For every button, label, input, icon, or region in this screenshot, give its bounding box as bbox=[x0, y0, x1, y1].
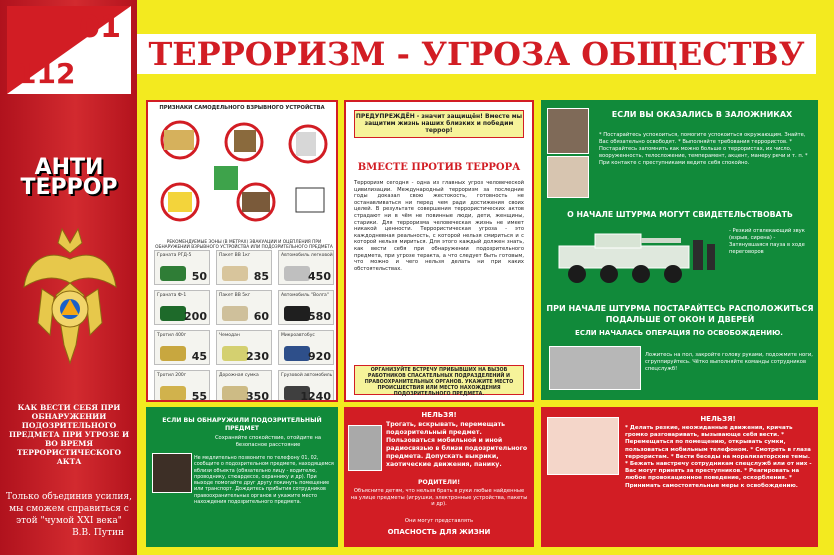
found-rules: Не медлительно позвоните по телефону 01, 02, сообщите о подозрительном предмете, находящемся вблизи объекта (обязательно лицу - водителю, проводнику, стюардессе, охраннику и др). При выходе помогайте друг другу покинуть помещение или транспорт. Дождитесь прибытия сотрудников правоохранительных органов и укажите место нахождения подозрительного предмета. bbox=[194, 455, 334, 506]
zone-cell bbox=[216, 290, 272, 325]
footer-small: Они могут представлять bbox=[404, 518, 474, 524]
warning-box bbox=[354, 110, 524, 138]
zone-label: Тротил 200г bbox=[157, 373, 187, 378]
emergency-badge bbox=[7, 6, 131, 94]
explosive-device-illustrations bbox=[156, 110, 332, 230]
footer-danger: ОПАСНОСТЬ ДЛЯ ЖИЗНИ bbox=[387, 528, 491, 536]
minibus-icon bbox=[284, 346, 310, 361]
zone-value: 920 bbox=[308, 350, 331, 363]
package-icon bbox=[222, 306, 248, 321]
zone-label: Пакет ВВ 1кг bbox=[219, 253, 251, 258]
zone-label: Грузовой автомобиль bbox=[281, 373, 333, 378]
forbidden-heading: НЕЛЬЗЯ! bbox=[421, 411, 457, 419]
zone-label: Пакет ВВ 5кг bbox=[219, 293, 251, 298]
faces-photo bbox=[547, 156, 589, 198]
zone-value: 580 bbox=[308, 310, 331, 323]
anti-terror-label bbox=[8, 155, 130, 200]
zone-value: 55 bbox=[191, 390, 207, 402]
grenade-icon bbox=[160, 266, 186, 281]
zone-value: 200 bbox=[184, 310, 207, 323]
zone-label: Граната Ф-1 bbox=[157, 293, 187, 298]
zone-value: 85 bbox=[253, 270, 269, 283]
found-heading: ЕСЛИ ВЫ ОБНАРУЖИЛИ ПОДОЗРИТЕЛЬНЫЙ ПРЕДМЕТ bbox=[162, 417, 322, 432]
zone-cell bbox=[278, 290, 334, 325]
zone-cell bbox=[154, 370, 210, 402]
page-title: ТЕРРОРИЗМ - УГРОЗА ОБЩЕСТВУ bbox=[148, 35, 805, 73]
zone-value: 45 bbox=[191, 350, 207, 363]
zone-label: Дорожная сумка bbox=[219, 373, 259, 378]
title-bar bbox=[137, 34, 816, 74]
grenade-icon bbox=[160, 306, 186, 321]
storm-signs: - Резкий отвлекающий звук (взрыв, сирена) - Затянувшаяся пауза в ходе переговоров bbox=[729, 228, 805, 255]
hostage-rules: * Постарайтесь успокоиться, помогите успокоиться окружающим. Знайте, Вас обязательно освободят. * Выполняйте требования террористов. * Постарайтесь запомнить как можно больше о террористах, их число, вооруженность, телосложение, темперамент, акцент, манеру речи и т. п. * При контакте с преступниками ведите себя спокойно. bbox=[599, 132, 808, 166]
car-icon bbox=[284, 266, 310, 281]
zone-value: 60 bbox=[253, 310, 269, 323]
zone-cell bbox=[154, 290, 210, 325]
zone-label: Чемодан bbox=[219, 333, 240, 338]
suitcase-icon bbox=[222, 346, 248, 361]
tnt-icon bbox=[160, 346, 186, 361]
zone-label: Тротил 400г bbox=[157, 333, 187, 338]
emercom-emblem-icon bbox=[20, 225, 120, 375]
zones-title: РЕКОМЕНДУЕМЫЕ ЗОНЫ (В МЕТРАХ) ЭВАКУАЦИИ И ОЦЕПЛЕНИЯ ПРИ ОБНАРУЖЕНИИ ВЗРЫВНОГО УСТРОЙСТВА ИЛИ ПОДОЗРИТЕЛЬНОГО ПРЕДМЕТА bbox=[155, 240, 333, 250]
mobile-phone-icon bbox=[348, 425, 382, 471]
found-calm: Сохраняйте спокойствие, отойдите на безопасное расстояние bbox=[214, 435, 322, 448]
zone-cell bbox=[278, 370, 334, 402]
zone-cell bbox=[216, 250, 272, 285]
phone-call-photo bbox=[152, 453, 192, 493]
sidebar-caption: КАК ВЕСТИ СЕБЯ ПРИ ОБНАРУЖЕНИИ ПОДОЗРИТЕЛЬНОГО ПРЕДМЕТА ПРИ УГРОЗЕ И ВО ВРЕМЯ ТЕРРОРИСТИЧЕСКОГО АКТА bbox=[8, 403, 130, 466]
suspicious-object-panel bbox=[146, 407, 338, 547]
hostage-gag-photo bbox=[547, 417, 619, 475]
must-rules: * Делать резкие, неожиданные движения, кричать громко разговаривать, вызывающе себя вести. * Перемещаться по помещению, открывать сумки, пользоваться мобильным телефоном. * Смотреть в глаза террористам. * Вести беседы на морализаторские темы. * Бежать навстречу сотрудникам спецслужб или от них - Вас могут принять за преступников. * Реагировать на любое провокационное поведение, оскорбления. * Принимать самостоятельные меры к освобождению. bbox=[625, 425, 812, 489]
kids-warning: Объясните детям, что нельзя брать в руки любые найденные на улице предметы (игрушки, электронные устройства, пакеты и др). bbox=[350, 488, 528, 508]
zone-value: 1240 bbox=[300, 390, 331, 402]
storm-heading: О НАЧАЛЕ ШТУРМА МОГУТ СВИДЕТЕЛЬСТВОВАТЬ bbox=[567, 210, 793, 219]
anti-word: АНТИ bbox=[34, 155, 104, 180]
operation-photo bbox=[549, 346, 641, 390]
device-signs-panel bbox=[146, 100, 338, 402]
quote-text: Только объединив усилия, мы сможем справиться с этой "чумой XXI века" bbox=[6, 492, 132, 526]
zone-cell bbox=[216, 370, 272, 402]
package-icon bbox=[222, 266, 248, 281]
forbidden-panel bbox=[344, 407, 534, 547]
zone-label: Микроавтобус bbox=[281, 333, 315, 338]
zone-cell bbox=[278, 330, 334, 365]
zone-value: 230 bbox=[246, 350, 269, 363]
hostage-heading: ЕСЛИ ВЫ ОКАЗАЛИСЬ В ЗАЛОЖНИКАХ bbox=[611, 110, 793, 119]
terrorist-photo bbox=[547, 108, 589, 154]
must-heading: НЕЛЬЗЯ! bbox=[700, 415, 736, 423]
zone-cell bbox=[154, 330, 210, 365]
sidebar bbox=[0, 0, 137, 555]
release-heading: ЕСЛИ НАЧАЛАСЬ ОПЕРАЦИЯ ПО ОСВОБОЖДЕНИЮ. bbox=[575, 329, 783, 337]
armored-vehicle-icon bbox=[547, 224, 727, 294]
quote-author: В.В. Путин bbox=[72, 528, 124, 538]
hostage-panel bbox=[541, 100, 818, 400]
tnt-icon bbox=[160, 386, 186, 401]
zone-cell bbox=[216, 330, 272, 365]
hostage-donts-panel bbox=[541, 407, 818, 547]
zone-cell bbox=[154, 250, 210, 285]
car-icon bbox=[284, 306, 310, 321]
together-bottom-note: ОРГАНИЗУЙТЕ ВСТРЕЧУ ПРИБЫВШИХ НА ВЫЗОВ РАБОТНИКОВ СПАСАТЕЛЬНЫХ ПОДРАЗДЕЛЕНИЙ И ПРАВООХРАНИТЕЛЬНЫХ ОРГАНОВ. УКАЖИТЕ МЕСТО ПРОИСШЕСТВИЯ ИЛИ МЕСТО НАХОЖДЕНИЯ ПОДОЗРИТЕЛЬНОГО ПРЕДМЕТА. bbox=[354, 365, 524, 395]
zone-label: Автомобиль легковой bbox=[281, 253, 333, 258]
devices-title: ПРИЗНАКИ САМОДЕЛЬНОГО ВЗРЫВНОГО УСТРОЙСТВА bbox=[159, 105, 325, 111]
zone-label: Автомобиль "Волга" bbox=[281, 293, 329, 298]
terror-word: ТЕРРОР bbox=[20, 175, 118, 200]
together-body: Терроризм сегодня - одна из главных угроз человеческой цивилизации. Международный терроризм за последние годы доказал свою жестокость, готовность не останавливаться ни перед чем ради достижения своих целей. В результате совершения террористических актов страдают ни в чём не повинные люди, дети, женщины, старики. Для терроризма человеческая жизнь не имеет никакой ценности. Террористическая угроза - это каждодневная реальность, с которой нельзя смириться и с которой нельзя мириться. Для этого каждый должен знать, как вести себя при обнаружении подозрительного предмета, при угрозе теракта, а что следует быть готовым, что можно и чего нельзя делать ни при каких обстоятельствах. bbox=[354, 180, 524, 272]
zone-value: 350 bbox=[246, 390, 269, 402]
bag-icon bbox=[222, 386, 248, 401]
putin-quote bbox=[6, 491, 132, 539]
zone-value: 450 bbox=[308, 270, 331, 283]
release-rules: Ложитесь на пол, закройте голову руками, подожмите ноги, сгруппируйтесь. Чётко выполняйте команды сотрудников спецслужб! bbox=[645, 352, 813, 372]
storm-action: ПРИ НАЧАЛЕ ШТУРМА ПОСТАРАЙТЕСЬ РАСПОЛОЖИТЬСЯ ПОДАЛЬШЕ ОТ ОКОН И ДВЕРЕЙ bbox=[546, 304, 814, 324]
badge-bottom-number: 112 bbox=[17, 57, 76, 90]
together-panel bbox=[344, 100, 534, 402]
evacuation-zone-grid bbox=[154, 250, 334, 402]
parents-label: РОДИТЕЛИ! bbox=[417, 479, 461, 486]
zone-label: Граната РГД-5 bbox=[157, 253, 192, 258]
zone-value: 50 bbox=[191, 270, 207, 283]
badge-top-number: 01 bbox=[79, 10, 121, 45]
forbidden-list: Трогать, вскрывать, перемещать подозрительный предмет. Пользоваться мобильной и иной радиосвязью в близи подозрительного предмета. Допускать выкрики, хаотические движения, панику. bbox=[386, 421, 528, 468]
warning-text: ПРЕДУПРЕЖДЁН - значит защищён! Вместе мы защитим жизнь наших близких и победим террор! bbox=[355, 113, 523, 134]
zone-cell bbox=[278, 250, 334, 285]
together-title: ВМЕСТЕ ПРОТИВ ТЕРРОРА bbox=[357, 162, 521, 173]
